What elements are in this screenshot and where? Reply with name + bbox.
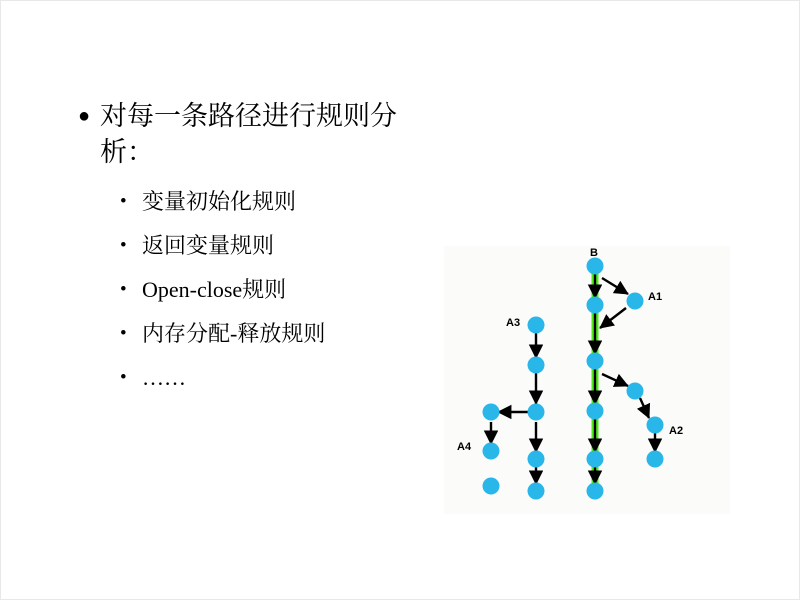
node-A1 bbox=[627, 293, 644, 310]
bullet-level2-text-3: Open-close规则 bbox=[142, 277, 287, 302]
bullet-marker-filled-circle: ● bbox=[78, 105, 91, 127]
label-A1: A1 bbox=[648, 291, 663, 303]
node-A4 bbox=[483, 443, 500, 460]
bullet-marker-dot-3: • bbox=[120, 279, 127, 300]
bullet-level2-text-5: …… bbox=[142, 365, 186, 390]
bullet-level2-item-2 bbox=[120, 224, 438, 268]
node-left-branch bbox=[483, 404, 500, 421]
node-A3 bbox=[528, 317, 545, 334]
bullet-level2-item-4 bbox=[120, 312, 438, 356]
bullet-level1 bbox=[78, 98, 438, 170]
label-A3: A3 bbox=[506, 317, 521, 329]
node-spine-5 bbox=[587, 451, 604, 468]
bullet-marker-dot-5: • bbox=[120, 367, 127, 388]
bullet-level2-item-1 bbox=[120, 180, 438, 224]
node-right-branch-1 bbox=[627, 383, 644, 400]
node-A3-child-1 bbox=[528, 357, 545, 374]
bullet-level2-text-4: 内存分配-释放规则 bbox=[142, 321, 326, 346]
node-spine-6 bbox=[587, 483, 604, 500]
node-B bbox=[587, 258, 604, 275]
figure-background bbox=[444, 246, 730, 514]
sub-bullet-list bbox=[120, 180, 438, 400]
bullet-level2-item-3 bbox=[120, 268, 438, 312]
node-spine-3 bbox=[587, 353, 604, 370]
bullet-marker-dot-4: • bbox=[120, 323, 127, 344]
node-A4-child bbox=[483, 478, 500, 495]
node-A3-child-4 bbox=[528, 483, 545, 500]
bullet-level2-text-2: 返回变量规则 bbox=[142, 233, 275, 258]
label-A2: A2 bbox=[669, 425, 684, 437]
label-A4: A4 bbox=[457, 441, 472, 453]
node-spine-4 bbox=[587, 403, 604, 420]
bullet-level2-item-5 bbox=[120, 356, 438, 400]
node-right-branch-2 bbox=[647, 417, 664, 434]
bullet-level2-text-1: 变量初始化规则 bbox=[142, 189, 297, 214]
node-A3-child-3 bbox=[528, 451, 545, 468]
bullet-marker-dot-1: • bbox=[120, 191, 127, 212]
bullet-level1-text: 对每一条路径进行规则分析： bbox=[100, 101, 397, 167]
node-A3-child-2 bbox=[528, 404, 545, 421]
label-B: B bbox=[590, 247, 598, 259]
node-A2 bbox=[647, 451, 664, 468]
node-spine-2 bbox=[587, 297, 604, 314]
slide-text-block bbox=[78, 98, 438, 400]
bullet-marker-dot-2: • bbox=[120, 235, 127, 256]
path-tree-figure bbox=[444, 246, 730, 514]
